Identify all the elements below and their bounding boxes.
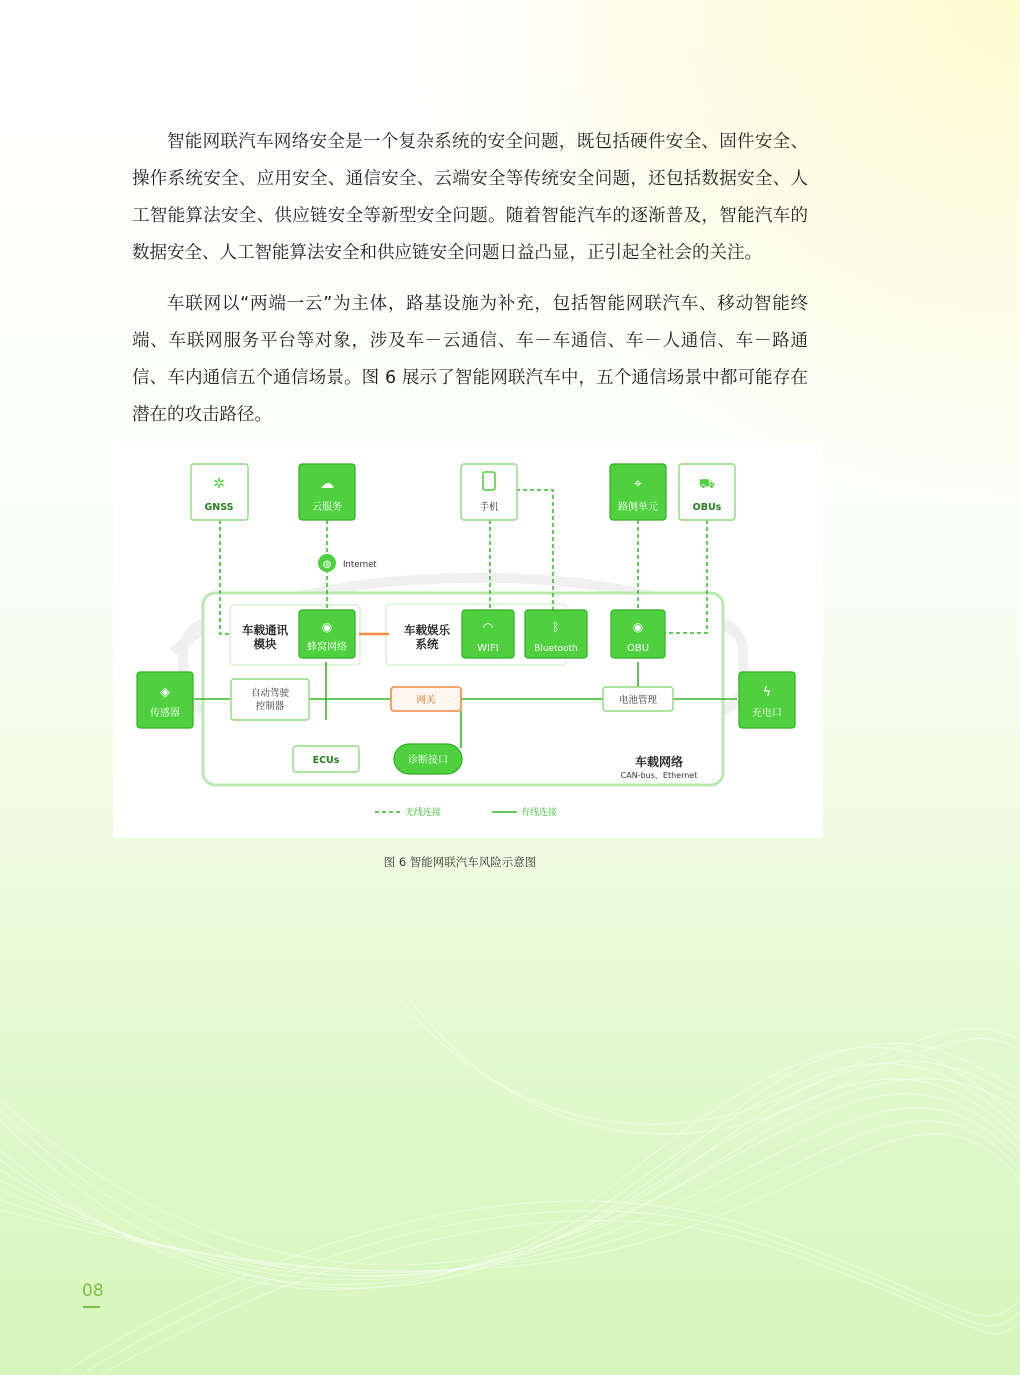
telematics-title-line2: 模块 (253, 637, 277, 651)
infotainment-title-line2: 系统 (415, 637, 439, 651)
gnss-label: GNSS (204, 502, 234, 513)
antenna-icon: ◉ (632, 620, 644, 634)
charging-label: 充电口 (752, 708, 782, 719)
gateway-label: 网关 (416, 695, 436, 706)
legend (375, 806, 557, 818)
bluetooth-label: Bluetooth (534, 644, 578, 654)
cellular-node (299, 610, 355, 658)
telematics-title-line1: 车载通讯 (242, 623, 288, 637)
risk-diagram (113, 442, 823, 838)
obus-node (679, 464, 735, 520)
paragraph-2: 车联网以“两端一云”为主体，路基设施为补充，包括智能网联汽车、移动智能终端、车联网服务平台等对象，涉及车－云通信、车－车通信、车－人通信、车－路通信、车内通信五个通信场景。图 6 展示了智能网联汽车中，五个通信场景中都可能存在潜在的攻击路径。 (132, 294, 808, 425)
wifi-node (462, 610, 514, 658)
roadside-node (610, 464, 666, 520)
sensor-label: 传感器 (150, 708, 180, 719)
page-number-underline (83, 1306, 100, 1308)
legend-wireless-label: 无线连接 (405, 808, 442, 818)
wifi-label: WIFI (477, 643, 499, 654)
sensor-node (137, 672, 193, 728)
charging-icon: ϟ (762, 685, 772, 700)
cloud-node (299, 464, 355, 520)
adas-node (231, 679, 309, 720)
diag-node (394, 744, 462, 774)
location-icon: ⌖ (634, 476, 642, 492)
phone-label: 手机 (479, 502, 499, 513)
cloud-label: 云服务 (312, 502, 342, 513)
internet-label: Internet (343, 560, 377, 570)
network-title: 车载网络 (634, 755, 684, 769)
obu-node (611, 610, 665, 658)
gateway-node (391, 687, 461, 711)
gnss-node (191, 464, 248, 520)
adas-label-line2: 控制器 (255, 701, 285, 712)
adas-label-line1: 自动驾驶 (250, 688, 290, 699)
internet-node (318, 554, 377, 572)
decorative-waves (0, 1000, 1020, 1375)
ecus-label: ECUs (312, 755, 340, 766)
legend-wired-label: 有线连接 (521, 808, 558, 818)
bms-label: 电池管理 (618, 695, 658, 706)
bms-node (603, 687, 673, 711)
roadside-label: 路侧单元 (618, 502, 658, 513)
network-subtitle: CAN-bus、Ethernet (620, 771, 698, 780)
obu-label: OBU (626, 643, 650, 654)
page-number: 08 (82, 1281, 104, 1301)
wifi-icon: ◠ (482, 620, 494, 634)
bluetooth-node (525, 610, 587, 658)
cellular-label: 蜂窝网络 (307, 642, 347, 653)
phone-node (461, 464, 517, 520)
vehicle-icon: ⛟ (698, 477, 716, 492)
bluetooth-icon: ᛒ (552, 620, 560, 634)
paragraph-1: 智能网联汽车网络安全是一个复杂系统的安全问题，既包括硬件安全、固件安全、操作系统安全、应用安全、通信安全、云端安全等传统安全问题，还包括数据安全、人工智能算法安全、供应链安全等新型安全问题。随着智能汽车的逐渐普及，智能汽车的数据安全、人工智能算法安全和供应链安全问题日益凸显，正引起全社会的关注。 (132, 132, 808, 263)
cloud-icon: ☁ (320, 476, 334, 492)
charging-node (739, 672, 795, 728)
obus-label: OBUs (692, 502, 722, 513)
ecus-node (293, 746, 359, 772)
globe-icon: ◍ (322, 559, 332, 570)
infotainment-title-line1: 车载娱乐 (404, 623, 450, 637)
sensor-icon: ◈ (160, 685, 170, 700)
figure-caption: 图 6 智能网联汽车风险示意图 (383, 855, 537, 869)
signal-icon: ◉ (321, 620, 333, 634)
risk-diagram-figure (113, 442, 823, 838)
diag-label: 诊断接口 (408, 755, 448, 766)
satellite-icon: ✲ (213, 476, 225, 492)
